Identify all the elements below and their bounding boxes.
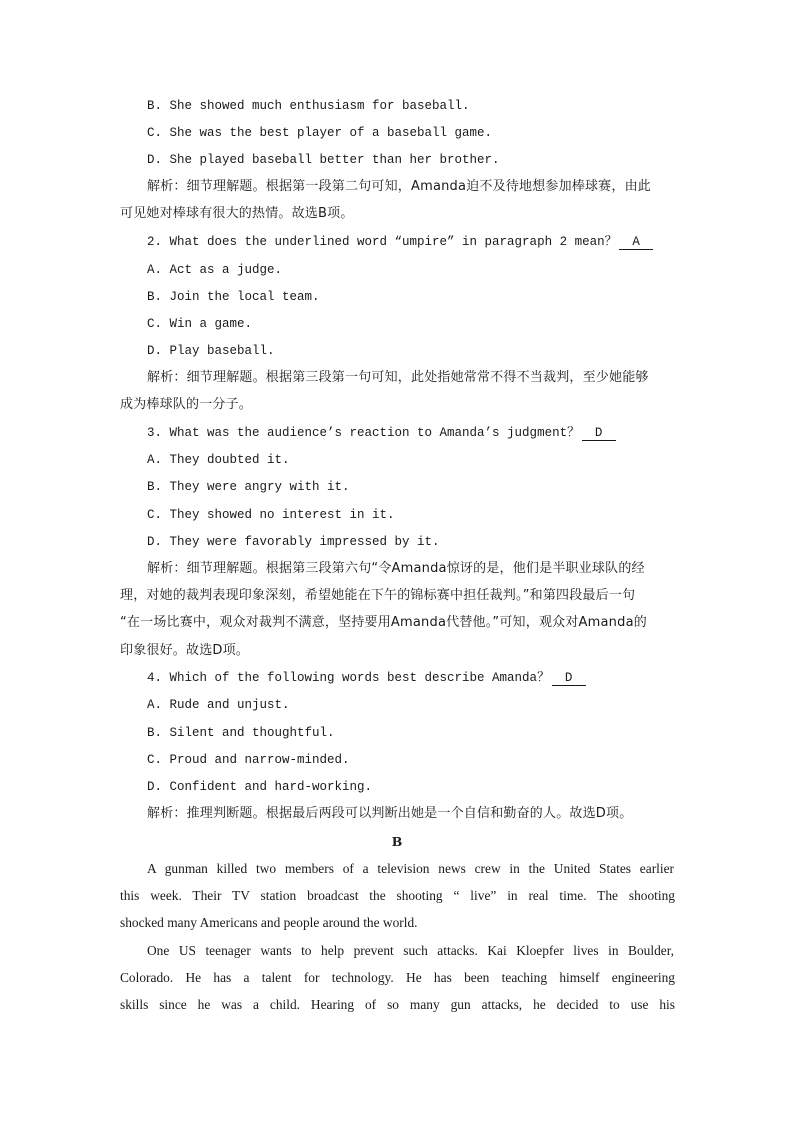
- q4-option-c: C. Proud and narrow-minded.: [147, 753, 350, 767]
- q2-option-b: B. Join the local team.: [147, 290, 320, 304]
- q1-option-b: B. She showed much enthusiasm for baseball.: [147, 99, 470, 113]
- q4-option-b: B. Silent and thoughtful.: [147, 726, 335, 740]
- q2-option-a: A. Act as a judge.: [147, 263, 283, 277]
- section-b-heading: B: [391, 834, 403, 849]
- q3-option-a: A. They doubted it.: [147, 453, 290, 467]
- q3-option-d: D. They were favorably impressed by it.: [147, 535, 440, 549]
- passage-line-2: this week. Their TV station broadcast the shooting “ live” in real time. The shooting: [120, 888, 675, 903]
- q3-analysis-line-1: 解析：细节理解题。根据第三段第六句“令Amanda惊讶的是，他们是半职业球队的经: [147, 561, 645, 576]
- q2-option-d: D. Play baseball.: [147, 344, 275, 358]
- q3-option-b: B. They were angry with it.: [147, 480, 350, 494]
- q1-analysis-line-2: 可见她对棒球有很大的热情。故选B项。: [120, 206, 354, 221]
- q4-question-text: 4. Which of the following words best describe Amanda？: [147, 671, 550, 685]
- passage-line-1: A gunman killed two members of a television news crew in the United States earlier: [147, 861, 674, 876]
- q3-question-text: 3. What was the audience’s reaction to Amanda’s judgment？: [147, 426, 580, 440]
- q3-analysis-line-4: 印象很好。故选D项。: [120, 643, 250, 658]
- q2-option-c: C. Win a game.: [147, 317, 253, 331]
- q2-analysis-line-2: 成为棒球队的一分子。: [120, 397, 253, 412]
- q4-analysis-line-1: 解析：推理判断题。根据最后两段可以判断出她是一个自信和勤奋的人。故选D项。: [147, 806, 633, 821]
- q4-option-a: A. Rude and unjust.: [147, 698, 290, 712]
- q3-analysis-line-2: 理，对她的裁判表现印象深刻，希望她能在下午的锦标赛中担任裁判。”和第四段最后一句: [120, 588, 636, 603]
- passage-line-3: shocked many Americans and people around the world.: [120, 915, 418, 930]
- q3-answer: D: [582, 426, 616, 441]
- passage-line-6: skills since he was a child. Hearing of so many gun attacks, he decided to use his: [120, 997, 675, 1012]
- q4-answer: D: [552, 671, 586, 686]
- passage-line-4: One US teenager wants to help prevent such attacks. Kai Kloepfer lives in Boulder,: [147, 943, 674, 958]
- q1-option-d: D. She played baseball better than her brother.: [147, 153, 500, 167]
- q3-analysis-line-3: “在一场比赛中，观众对裁判不满意，坚持要用Amanda代替他。”可知，观众对Amanda的: [120, 615, 647, 630]
- q1-analysis-line-1: 解析：细节理解题。根据第一段第二句可知，Amanda迫不及待地想参加棒球赛，由此: [147, 179, 651, 194]
- q3-question: [147, 425, 616, 441]
- q3-option-c: C. They showed no interest in it.: [147, 508, 395, 522]
- q2-question-text: 2. What does the underlined word “umpire” in paragraph 2 mean？: [147, 235, 618, 249]
- q2-question: [147, 234, 653, 250]
- q2-answer: A: [619, 235, 653, 250]
- q4-option-d: D. Confident and hard-working.: [147, 780, 373, 794]
- passage-line-5: Colorado. He has a talent for technology. He has been teaching himself engineering: [120, 970, 675, 985]
- q2-analysis-line-1: 解析：细节理解题。根据第三段第一句可知，此处指她常常不得不当裁判，至少她能够: [147, 370, 649, 385]
- q1-option-c: C. She was the best player of a baseball game.: [147, 126, 493, 140]
- q4-question: [147, 670, 586, 686]
